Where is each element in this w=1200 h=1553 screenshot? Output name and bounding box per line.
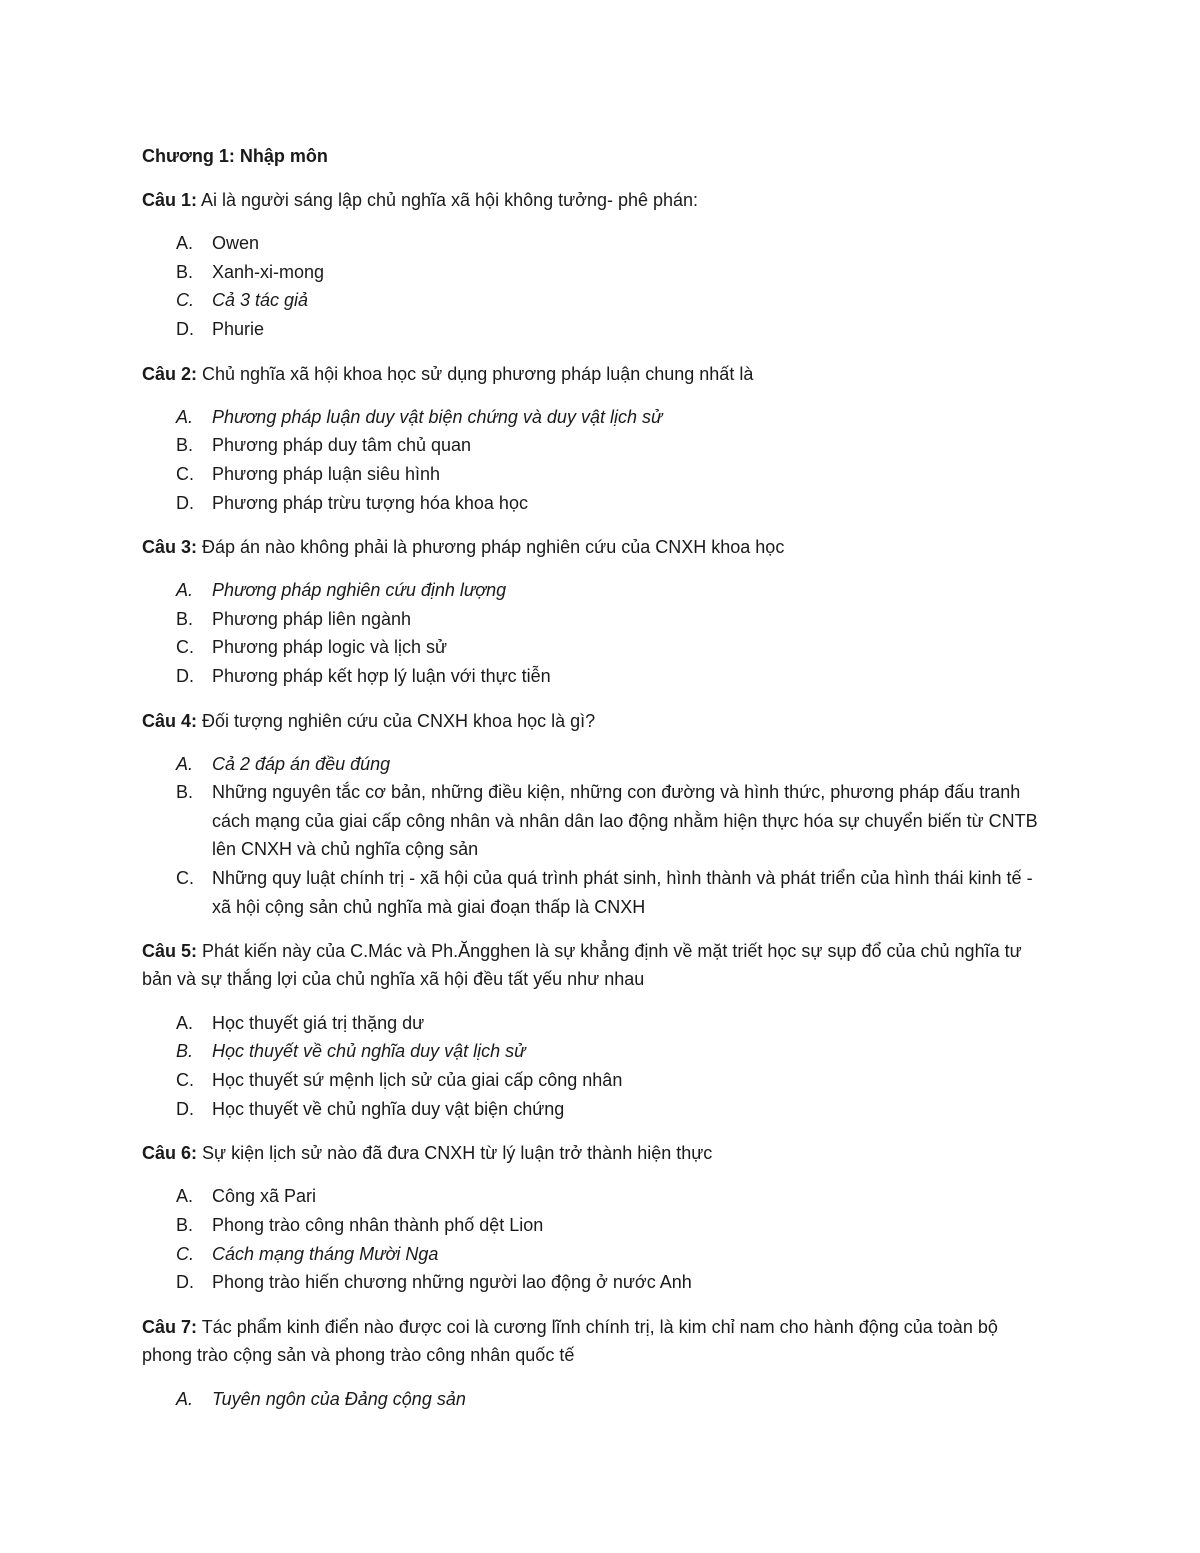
option-3b [176, 605, 1056, 634]
option-text: Những nguyên tắc cơ bản, những điều kiện, những con đường và hình thức, phương pháp đấu tranh cách mạng của giai cấp công nhân và nhân dân lao động nhằm hiện thực hóa sự chuyển biến từ CNTB lên CNXH và chủ nghĩa cộng sản [212, 782, 1038, 859]
option-text: Phong trào công nhân thành phố dệt Lion [212, 1215, 544, 1235]
question-label: Câu 4: [142, 711, 198, 731]
option-3c [176, 633, 1056, 662]
option-2c [176, 460, 1056, 489]
option-7a [176, 1385, 1056, 1414]
question-text: Sự kiện lịch sử nào đã đưa CNXH từ lý luận trở thành hiện thực [197, 1143, 713, 1163]
question-label: Câu 6: [142, 1143, 198, 1163]
option-letter: A. [176, 754, 194, 774]
option-letter: A. [176, 233, 194, 253]
option-text: Phương pháp logic và lịch sử [212, 637, 448, 657]
option-letter: B. [176, 1215, 194, 1235]
option-text: Owen [212, 233, 260, 253]
question-4 [142, 707, 1052, 735]
option-text: Phương pháp kết hợp lý luận với thực tiễn [212, 666, 551, 686]
option-6c [176, 1240, 1056, 1269]
question-6 [142, 1139, 1052, 1167]
option-letter: C. [176, 464, 194, 484]
option-letter: D. [176, 1272, 194, 1292]
option-text: Tuyên ngôn của Đảng cộng sản [212, 1389, 466, 1409]
option-text: Phong trào hiến chương những người lao động ở nước Anh [212, 1272, 692, 1292]
option-1c [176, 286, 1056, 315]
option-6a [176, 1182, 1056, 1211]
option-letter: B. [176, 609, 194, 629]
option-4c [176, 864, 1056, 921]
option-text: Phương pháp nghiên cứu định lượng [212, 580, 507, 600]
question-text: Chủ nghĩa xã hội khoa học sử dụng phương pháp luận chung nhất là [197, 364, 754, 384]
option-letter: A. [176, 1186, 194, 1206]
option-text: Phương pháp liên ngành [212, 609, 412, 629]
question-text: Ai là người sáng lập chủ nghĩa xã hội không tưởng- phê phán: [197, 190, 699, 210]
question-text: Phát kiến này của C.Mác và Ph.Ăngghen là sự khẳng định về mặt triết học sự sụp đổ của chủ nghĩa tư bản và sự thắng lợi của chủ nghĩa xã hội đều tất yếu như nhau [142, 941, 1022, 989]
option-text: Những quy luật chính trị - xã hội của quá trình phát sinh, hình thành và phát triển của hình thái kinh tế - xã hội cộng sản chủ nghĩa mà giai đoạn thấp là CNXH [212, 868, 1033, 917]
option-letter: B. [176, 262, 194, 282]
option-text: Học thuyết giá trị thặng dư [212, 1013, 425, 1033]
question-text: Tác phẩm kinh điển nào được coi là cương lĩnh chính trị, là kim chỉ nam cho hành động của toàn bộ phong trào cộng sản và phong trào công nhân quốc tế [142, 1317, 998, 1365]
question-7 [142, 1313, 1052, 1369]
option-4b [176, 778, 1056, 864]
question-text: Đáp án nào không phải là phương pháp nghiên cứu của CNXH khoa học [197, 537, 785, 557]
question-text: Đối tượng nghiên cứu của CNXH khoa học là gì? [197, 711, 596, 731]
option-letter: A. [176, 407, 194, 427]
option-text: Học thuyết về chủ nghĩa duy vật biện chứng [212, 1099, 565, 1119]
option-2d [176, 489, 1056, 518]
option-text: Phương pháp luận siêu hình [212, 464, 441, 484]
option-text: Cả 3 tác giả [212, 290, 309, 310]
option-text: Phương pháp luận duy vật biện chứng và duy vật lịch sử [212, 407, 663, 427]
option-letter: B. [176, 435, 194, 455]
question-3 [142, 533, 1052, 561]
chapter-title: Chương 1: Nhập môn [142, 146, 328, 166]
option-letter: B. [176, 782, 194, 802]
question-label: Câu 1: [142, 190, 198, 210]
option-3a [176, 576, 1056, 605]
option-text: Công xã Pari [212, 1186, 317, 1206]
option-letter: D. [176, 1099, 194, 1119]
option-4a [176, 750, 1056, 779]
option-text: Học thuyết sứ mệnh lịch sử của giai cấp công nhân [212, 1070, 623, 1090]
option-2a [176, 403, 1056, 432]
question-2 [142, 360, 1052, 388]
option-text: Cách mạng tháng Mười Nga [212, 1244, 439, 1264]
option-letter: B. [176, 1041, 194, 1061]
question-label: Câu 5: [142, 941, 198, 961]
option-6d [176, 1268, 1056, 1297]
question-label: Câu 2: [142, 364, 198, 384]
option-3d [176, 662, 1056, 691]
option-5d [176, 1095, 1056, 1124]
option-1d [176, 315, 1056, 344]
option-letter: D. [176, 319, 194, 339]
question-label: Câu 3: [142, 537, 198, 557]
option-letter: C. [176, 290, 194, 310]
option-letter: A. [176, 1389, 194, 1409]
option-text: Học thuyết về chủ nghĩa duy vật lịch sử [212, 1041, 526, 1061]
option-text: Phương pháp duy tâm chủ quan [212, 435, 472, 455]
question-1 [142, 186, 1052, 214]
option-5b [176, 1037, 1056, 1066]
option-1b [176, 258, 1056, 287]
option-letter: A. [176, 580, 194, 600]
option-letter: C. [176, 868, 194, 888]
option-6b [176, 1211, 1056, 1240]
option-5c [176, 1066, 1056, 1095]
option-letter: D. [176, 493, 194, 513]
option-text: Phương pháp trừu tượng hóa khoa học [212, 493, 528, 513]
option-letter: C. [176, 1244, 194, 1264]
option-text: Cả 2 đáp án đều đúng [212, 754, 391, 774]
option-text: Xanh-xi-mong [212, 262, 325, 282]
question-5 [142, 937, 1052, 993]
option-1a [176, 229, 1056, 258]
option-text: Phurie [212, 319, 265, 339]
option-letter: C. [176, 1070, 194, 1090]
option-letter: A. [176, 1013, 194, 1033]
option-letter: C. [176, 637, 194, 657]
option-letter: D. [176, 666, 194, 686]
option-5a [176, 1009, 1056, 1038]
option-2b [176, 431, 1056, 460]
question-label: Câu 7: [142, 1317, 198, 1337]
